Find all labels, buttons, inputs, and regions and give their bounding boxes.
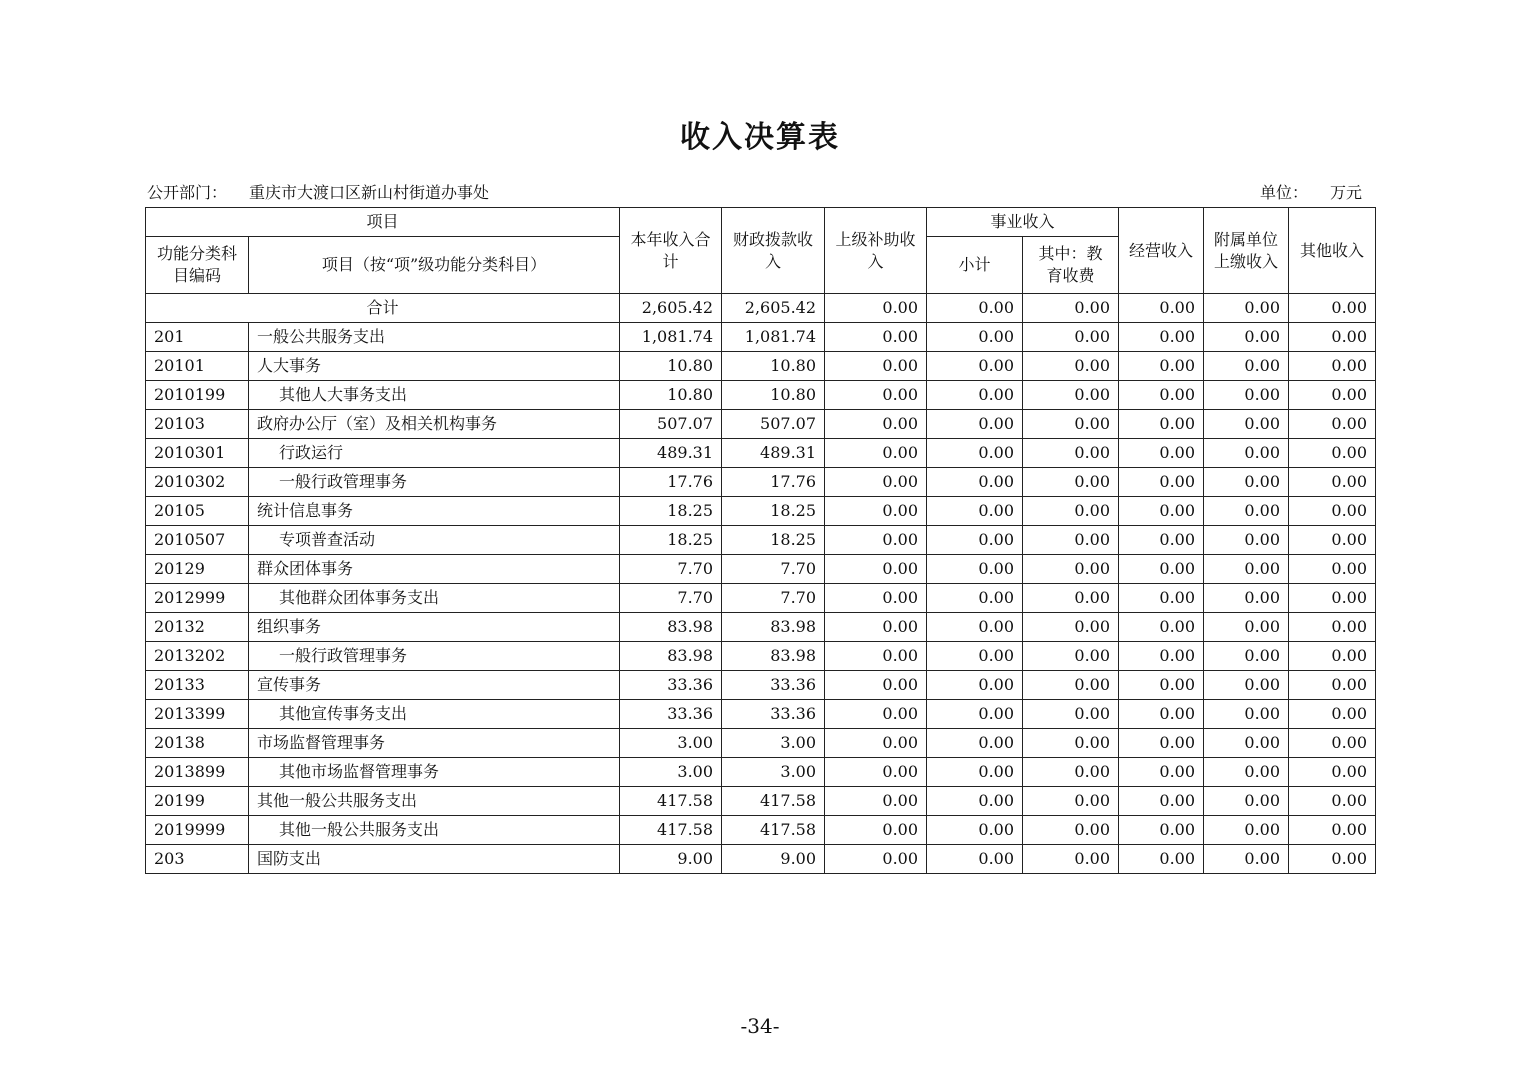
row-value: 0.00: [825, 584, 927, 613]
row-value: 0.00: [1119, 526, 1204, 555]
table-row: [146, 845, 1376, 874]
unit-value: 万元: [1329, 183, 1362, 202]
header-operating: 经营收入: [1119, 208, 1204, 294]
row-value: 0.00: [825, 613, 927, 642]
row-value: 3.00: [620, 729, 722, 758]
row-value: 0.00: [1023, 845, 1119, 874]
row-name: 统计信息事务: [249, 497, 620, 526]
row-value: 0.00: [1289, 642, 1376, 671]
row-code: 2010199: [146, 381, 249, 410]
row-code: 203: [146, 845, 249, 874]
table-row: [146, 613, 1376, 642]
row-name: 其他一般公共服务支出: [249, 816, 620, 845]
row-name: 宣传事务: [249, 671, 620, 700]
row-code: 20103: [146, 410, 249, 439]
row-value: 0.00: [1204, 642, 1289, 671]
total-value: 2,605.42: [620, 294, 722, 323]
row-value: 33.36: [722, 671, 825, 700]
row-value: 17.76: [620, 468, 722, 497]
row-value: 0.00: [1023, 323, 1119, 352]
row-value: 0.00: [1119, 816, 1204, 845]
page-title: 收入决算表: [680, 120, 840, 155]
row-value: 0.00: [1204, 613, 1289, 642]
row-value: 9.00: [722, 845, 825, 874]
row-code: 2013399: [146, 700, 249, 729]
table-row: [146, 555, 1376, 584]
row-value: 0.00: [1023, 642, 1119, 671]
row-value: 0.00: [1204, 352, 1289, 381]
row-value: 3.00: [722, 729, 825, 758]
row-name: 行政运行: [249, 439, 620, 468]
header-other: 其他收入: [1289, 208, 1376, 294]
row-name: 组织事务: [249, 613, 620, 642]
row-value: 507.07: [722, 410, 825, 439]
row-value: 0.00: [1204, 787, 1289, 816]
total-value: 0.00: [1289, 294, 1376, 323]
row-value: 0.00: [927, 323, 1023, 352]
row-value: 33.36: [620, 671, 722, 700]
row-code: 20138: [146, 729, 249, 758]
row-value: 0.00: [1289, 497, 1376, 526]
row-value: 0.00: [825, 758, 927, 787]
total-value: 2,605.42: [722, 294, 825, 323]
row-value: 0.00: [1204, 671, 1289, 700]
row-value: 18.25: [620, 497, 722, 526]
row-value: 0.00: [1289, 439, 1376, 468]
row-code: 20105: [146, 497, 249, 526]
total-value: 0.00: [1023, 294, 1119, 323]
row-value: 0.00: [1023, 584, 1119, 613]
row-value: 0.00: [825, 671, 927, 700]
row-name: 国防支出: [249, 845, 620, 874]
row-value: 0.00: [927, 787, 1023, 816]
row-value: 33.36: [722, 700, 825, 729]
row-value: 18.25: [722, 526, 825, 555]
dept-name: 重庆市大渡口区新山村街道办事处: [249, 183, 490, 202]
row-value: 7.70: [722, 555, 825, 584]
row-value: 0.00: [825, 352, 927, 381]
row-value: 0.00: [1119, 787, 1204, 816]
row-value: 0.00: [1119, 555, 1204, 584]
row-value: 83.98: [620, 613, 722, 642]
row-value: 0.00: [1289, 700, 1376, 729]
row-value: 489.31: [722, 439, 825, 468]
row-value: 489.31: [620, 439, 722, 468]
row-value: 0.00: [1023, 555, 1119, 584]
row-value: 0.00: [1119, 468, 1204, 497]
row-value: 0.00: [825, 497, 927, 526]
row-name: 其他一般公共服务支出: [249, 787, 620, 816]
row-code: 20199: [146, 787, 249, 816]
row-value: 0.00: [927, 439, 1023, 468]
table-row: [146, 410, 1376, 439]
row-value: 0.00: [927, 555, 1023, 584]
row-value: 0.00: [927, 613, 1023, 642]
row-value: 0.00: [1204, 816, 1289, 845]
row-value: 0.00: [1119, 845, 1204, 874]
row-value: 0.00: [927, 584, 1023, 613]
row-value: 0.00: [1289, 526, 1376, 555]
header-item-group: 项目: [146, 208, 620, 237]
row-value: 0.00: [927, 845, 1023, 874]
row-code: 201: [146, 323, 249, 352]
row-code: 2010507: [146, 526, 249, 555]
table-row: [146, 526, 1376, 555]
row-name: 市场监督管理事务: [249, 729, 620, 758]
row-value: 0.00: [1119, 352, 1204, 381]
row-code: 2019999: [146, 816, 249, 845]
row-value: 0.00: [1023, 729, 1119, 758]
table-row: [146, 700, 1376, 729]
row-code: 20133: [146, 671, 249, 700]
row-value: 0.00: [927, 526, 1023, 555]
row-name: 一般行政管理事务: [249, 642, 620, 671]
row-value: 0.00: [927, 758, 1023, 787]
table-row: [146, 439, 1376, 468]
row-value: 0.00: [1119, 700, 1204, 729]
unit-label: 单位：: [1259, 183, 1308, 202]
row-value: 417.58: [722, 787, 825, 816]
row-value: 0.00: [1289, 352, 1376, 381]
total-label: 合计: [146, 294, 620, 323]
row-value: 0.00: [1023, 526, 1119, 555]
row-value: 0.00: [927, 700, 1023, 729]
row-name: 人大事务: [249, 352, 620, 381]
row-value: 0.00: [1204, 410, 1289, 439]
row-value: 0.00: [825, 410, 927, 439]
row-code: 2013202: [146, 642, 249, 671]
row-value: 0.00: [1289, 323, 1376, 352]
row-value: 7.70: [722, 584, 825, 613]
row-value: 0.00: [1119, 758, 1204, 787]
row-value: 0.00: [1119, 671, 1204, 700]
row-value: 0.00: [1204, 323, 1289, 352]
row-name: 政府办公厅（室）及相关机构事务: [249, 410, 620, 439]
row-value: 0.00: [927, 671, 1023, 700]
row-value: 0.00: [927, 410, 1023, 439]
row-value: 0.00: [1119, 584, 1204, 613]
total-row: [146, 294, 1376, 323]
row-value: 0.00: [1289, 555, 1376, 584]
table-row: [146, 642, 1376, 671]
table-row: [146, 352, 1376, 381]
row-value: 0.00: [1119, 439, 1204, 468]
row-value: 0.00: [1289, 410, 1376, 439]
row-name: 一般行政管理事务: [249, 468, 620, 497]
row-value: 0.00: [927, 468, 1023, 497]
row-value: 417.58: [620, 816, 722, 845]
dept-label: 公开部门：: [147, 183, 228, 202]
row-value: 0.00: [825, 816, 927, 845]
row-value: 83.98: [722, 642, 825, 671]
table-meta: [147, 180, 1362, 204]
header-total-income: 本年收入合计: [620, 208, 722, 294]
row-value: 7.70: [620, 555, 722, 584]
row-value: 83.98: [620, 642, 722, 671]
row-value: 0.00: [927, 352, 1023, 381]
row-value: 0.00: [1023, 381, 1119, 410]
row-value: 0.00: [825, 468, 927, 497]
row-value: 3.00: [722, 758, 825, 787]
row-name: 一般公共服务支出: [249, 323, 620, 352]
row-value: 0.00: [1023, 816, 1119, 845]
row-value: 0.00: [1204, 729, 1289, 758]
row-value: 9.00: [620, 845, 722, 874]
row-value: 0.00: [1119, 323, 1204, 352]
row-value: 0.00: [927, 497, 1023, 526]
row-value: 0.00: [825, 439, 927, 468]
row-name: 其他宣传事务支出: [249, 700, 620, 729]
row-name: 其他人大事务支出: [249, 381, 620, 410]
table-row: [146, 758, 1376, 787]
row-value: 0.00: [1204, 758, 1289, 787]
total-value: 0.00: [825, 294, 927, 323]
row-code: 20101: [146, 352, 249, 381]
row-value: 0.00: [1023, 497, 1119, 526]
row-value: 0.00: [1119, 410, 1204, 439]
row-value: 0.00: [1023, 671, 1119, 700]
row-code: 2010301: [146, 439, 249, 468]
row-code: 2012999: [146, 584, 249, 613]
header-code: 功能分类科目编码: [146, 237, 249, 294]
row-value: 0.00: [1204, 497, 1289, 526]
row-value: 0.00: [1204, 439, 1289, 468]
row-value: 0.00: [825, 700, 927, 729]
row-value: 0.00: [1119, 381, 1204, 410]
row-value: 1,081.74: [722, 323, 825, 352]
row-value: 10.80: [722, 352, 825, 381]
row-value: 0.00: [1119, 729, 1204, 758]
total-value: 0.00: [1119, 294, 1204, 323]
row-value: 0.00: [1289, 758, 1376, 787]
row-value: 0.00: [1023, 352, 1119, 381]
row-value: 0.00: [1289, 468, 1376, 497]
row-value: 0.00: [1204, 526, 1289, 555]
row-value: 0.00: [1204, 700, 1289, 729]
row-value: 0.00: [1023, 758, 1119, 787]
row-value: 0.00: [1023, 700, 1119, 729]
row-value: 0.00: [1289, 584, 1376, 613]
row-value: 10.80: [620, 381, 722, 410]
page-number: -34-: [740, 1014, 780, 1038]
row-value: 0.00: [1289, 613, 1376, 642]
row-value: 17.76: [722, 468, 825, 497]
row-code: 20132: [146, 613, 249, 642]
row-value: 417.58: [620, 787, 722, 816]
row-value: 1,081.74: [620, 323, 722, 352]
row-value: 0.00: [1023, 613, 1119, 642]
row-value: 417.58: [722, 816, 825, 845]
header-affiliated: 附属单位上缴收入: [1204, 208, 1289, 294]
row-value: 0.00: [1289, 381, 1376, 410]
row-value: 0.00: [927, 381, 1023, 410]
row-value: 0.00: [927, 729, 1023, 758]
table-row: [146, 497, 1376, 526]
row-value: 0.00: [1204, 584, 1289, 613]
row-value: 18.25: [620, 526, 722, 555]
row-value: 0.00: [825, 323, 927, 352]
row-value: 0.00: [825, 526, 927, 555]
table-row: [146, 584, 1376, 613]
row-code: 2013899: [146, 758, 249, 787]
row-value: 0.00: [1289, 787, 1376, 816]
row-value: 0.00: [1204, 381, 1289, 410]
row-value: 0.00: [1204, 845, 1289, 874]
income-table: [145, 207, 1376, 874]
row-value: 10.80: [722, 381, 825, 410]
row-value: 0.00: [1204, 468, 1289, 497]
row-value: 507.07: [620, 410, 722, 439]
total-value: 0.00: [927, 294, 1023, 323]
row-name: 其他群众团体事务支出: [249, 584, 620, 613]
row-value: 0.00: [825, 642, 927, 671]
row-value: 0.00: [1023, 468, 1119, 497]
row-value: 0.00: [927, 642, 1023, 671]
row-value: 0.00: [825, 787, 927, 816]
row-value: 0.00: [1023, 439, 1119, 468]
table-row: [146, 816, 1376, 845]
table-row: [146, 787, 1376, 816]
header-fiscal: 财政拨款收入: [722, 208, 825, 294]
row-name: 专项普查活动: [249, 526, 620, 555]
table-row: [146, 381, 1376, 410]
row-value: 0.00: [1204, 555, 1289, 584]
row-value: 0.00: [825, 729, 927, 758]
row-value: 0.00: [1289, 845, 1376, 874]
row-value: 0.00: [1119, 613, 1204, 642]
total-value: 0.00: [1204, 294, 1289, 323]
row-value: 0.00: [1119, 642, 1204, 671]
row-value: 18.25: [722, 497, 825, 526]
table-row: [146, 323, 1376, 352]
row-code: 20129: [146, 555, 249, 584]
unit-info: [1260, 180, 1362, 203]
table-row: [146, 671, 1376, 700]
table-row: [146, 468, 1376, 497]
header-edu-fee: 其中：教育收费: [1023, 237, 1119, 294]
row-value: 0.00: [1023, 787, 1119, 816]
header-business-subtotal: 小计: [927, 237, 1023, 294]
row-name: 其他市场监督管理事务: [249, 758, 620, 787]
row-value: 0.00: [1289, 816, 1376, 845]
row-value: 0.00: [825, 381, 927, 410]
row-value: 83.98: [722, 613, 825, 642]
row-name: 群众团体事务: [249, 555, 620, 584]
header-item-name: 项目（按“项”级功能分类科目）: [249, 237, 620, 294]
row-value: 0.00: [825, 555, 927, 584]
row-value: 0.00: [1023, 410, 1119, 439]
row-code: 2010302: [146, 468, 249, 497]
row-value: 0.00: [927, 816, 1023, 845]
row-value: 33.36: [620, 700, 722, 729]
header-upper-subsidy: 上级补助收入: [825, 208, 927, 294]
row-value: 0.00: [1289, 671, 1376, 700]
row-value: 10.80: [620, 352, 722, 381]
row-value: 0.00: [1119, 497, 1204, 526]
row-value: 7.70: [620, 584, 722, 613]
dept-info: [147, 180, 489, 203]
row-value: 0.00: [1289, 729, 1376, 758]
table-row: [146, 729, 1376, 758]
row-value: 0.00: [825, 845, 927, 874]
header-business-group: 事业收入: [927, 208, 1119, 237]
row-value: 3.00: [620, 758, 722, 787]
